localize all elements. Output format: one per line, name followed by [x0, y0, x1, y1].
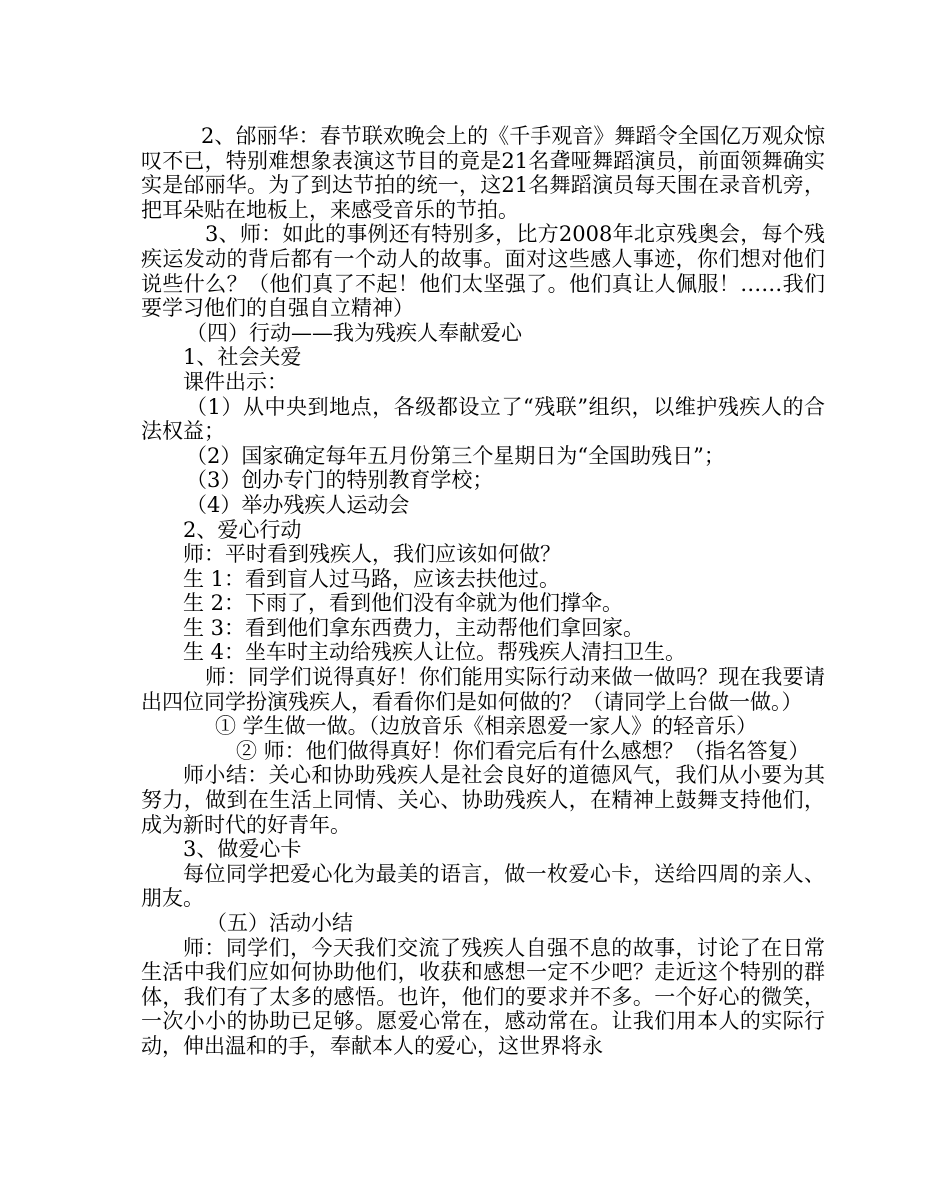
student-answer-3: 生 3：看到他们拿东西费力，主动帮他们拿回家。	[183, 615, 645, 640]
document-body	[141, 124, 825, 1059]
activity-step-2: ② 师：他们做得真好！你们看完后有什么感想？（指名答复）	[236, 738, 810, 763]
section-heading-action: （四）行动——我为残疾人奉献爱心	[186, 320, 522, 345]
teacher-question: 师：平时看到残疾人，我们应该如何做？	[183, 542, 561, 567]
subheading-love-card: 3、做爱心卡	[183, 837, 302, 862]
list-item-1: （1）从中央到地点，各级都设立了“残联”组织，以维护残疾人的合法权益；	[141, 394, 825, 444]
courseware-label: 课件出示：	[183, 369, 288, 394]
student-answer-2: 生 2：下雨了，看到他们没有伞就为他们撑伞。	[183, 591, 624, 616]
subheading-love-action: 2、爱心行动	[183, 517, 302, 542]
closing-paragraph: 师：同学们，今天我们交流了残疾人自强不息的故事，讨论了在日常生活中我们应如何协助他们，收获和感想一定不少吧？走近这个特别的群体，我们有了太多的感悟。也许，他们的要求并不多。一个好心的微笑，一次小小的协助已足够。愿爱心常在，感动常在。让我们用本人的实际行动，伸出温和的手，奉献本人的爱心，这世界将永	[141, 935, 825, 1058]
teacher-summary: 师小结：关心和协助残疾人是社会良好的道德风气，我们从小要为其努力，做到在生活上同情、关心、协助残疾人，在精神上鼓舞支持他们，成为新时代的好青年。	[141, 763, 825, 837]
list-item-2: （2）国家确定每年五月份第三个星期日为“全国助残日”；	[186, 443, 725, 468]
section-heading-summary: （五）活动小结	[206, 911, 353, 935]
student-answer-4: 生 4：坐车时主动给残疾人让位。帮残疾人清扫卫生。	[183, 640, 687, 665]
love-card-instruction: 每位同学把爱心化为最美的语言，做一枚爱心卡，送给四周的亲人、朋友。	[141, 861, 825, 911]
list-item-4: （4）举办残疾人运动会	[186, 492, 410, 517]
paragraph-tai-lihua: 2、邰丽华：春节联欢晚会上的《千手观音》舞蹈令全国亿万观众惊叹不已，特别难想象表演这节目的竟是21名聋哑舞蹈演员，前面领舞确实实是邰丽华。为了到达节拍的统一，这21名舞蹈演员每天围在录音机旁，把耳朵贴在地板上，来感受音乐的节拍。	[141, 124, 825, 222]
student-answer-1: 生 1：看到盲人过马路，应该去扶他过。	[183, 566, 561, 591]
list-item-3: （3）创办专门的特别教育学校；	[186, 468, 494, 493]
subheading-social-care: 1、社会关爱	[183, 345, 302, 370]
paragraph-teacher-examples: 3、师：如此的事例还有特别多，比方2008年北京残奥会，每个残疾运发动的背后都有一个动人的故事。面对这些感人事迹，你们想对他们说些什么？（他们真了不起！他们太坚强了。他们真让人佩服！……我们要学习他们的自强自立精神）	[141, 222, 825, 321]
teacher-invite: 师：同学们说得真好！你们能用实际行动来做一做吗？现在我要请出四位同学扮演残疾人，看看你们是如何做的？（请同学上台做一做。）	[141, 665, 825, 714]
activity-step-1: ① 学生做一做。（边放音乐《相亲恩爱一家人》的轻音乐）	[215, 714, 758, 739]
